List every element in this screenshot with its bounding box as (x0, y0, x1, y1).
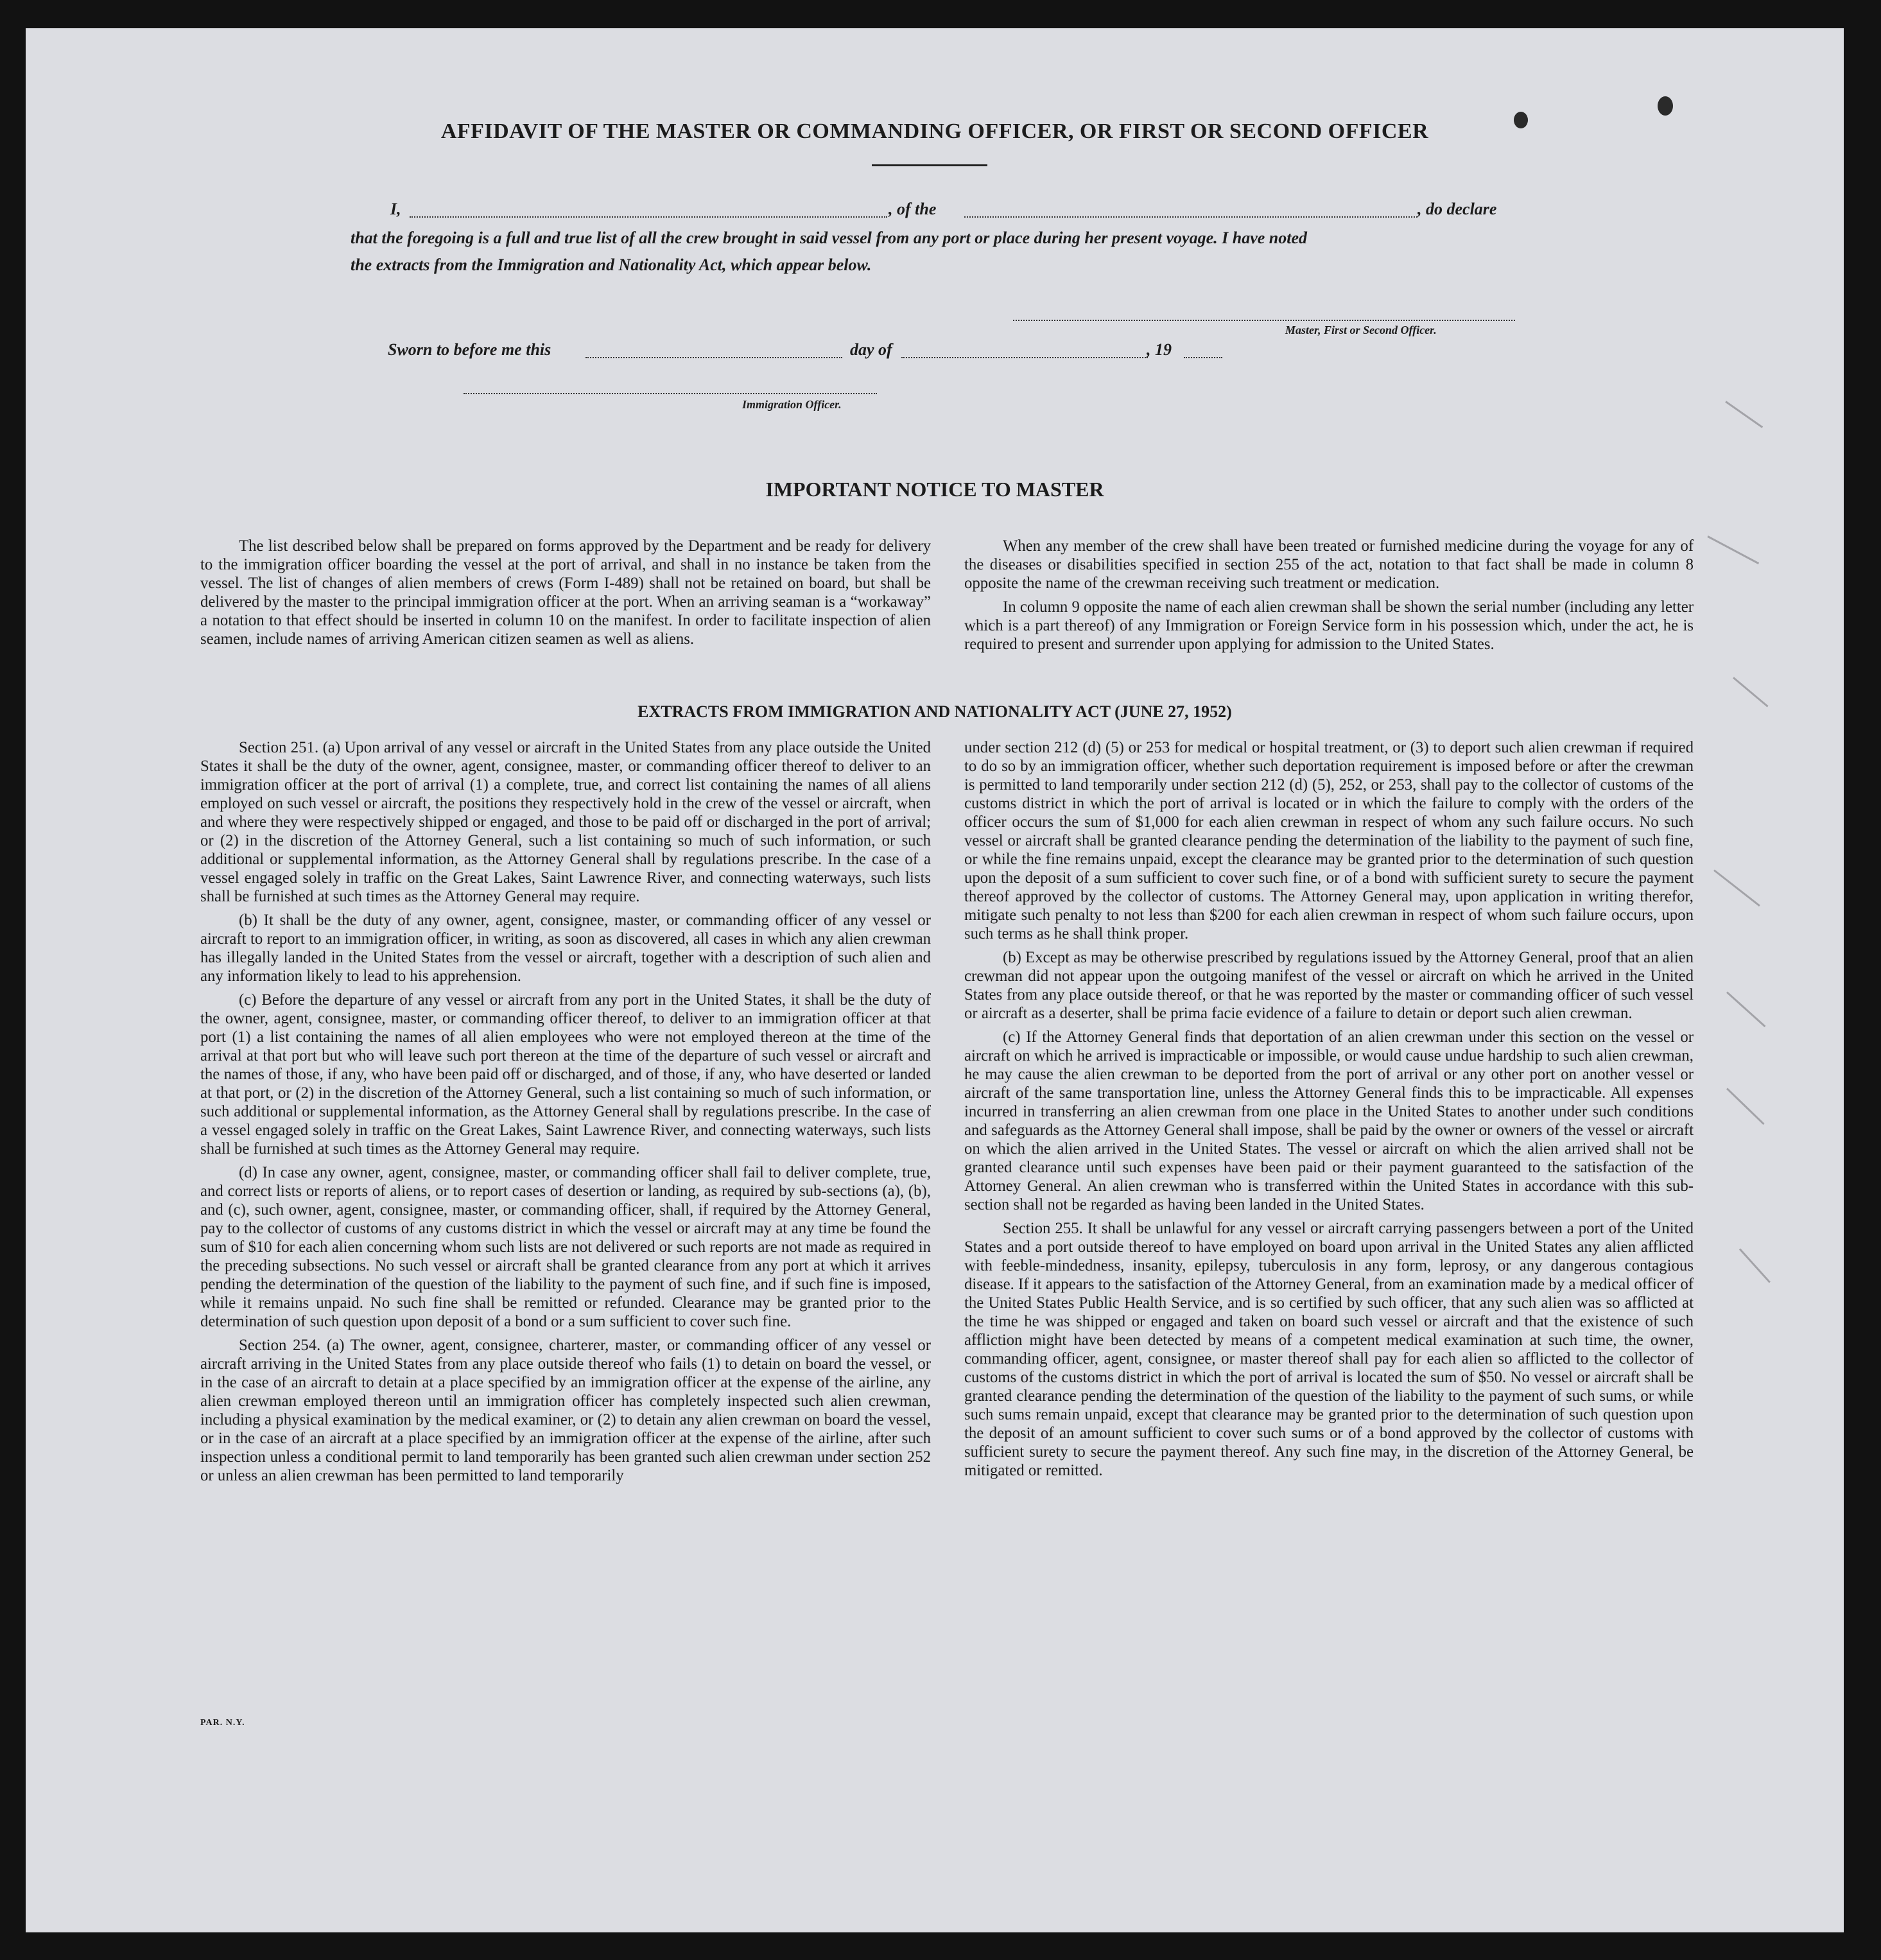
extract-paragraph: (c) If the Attorney General finds that deportation of an alien crewman under this section on the vessel or aircraft on which he arrived is impracticable or impossible, or would cause undue hardship to such alien crewman, he may cause the alien crewman to be deported from the port of arrival or any other port on another vessel or aircraft of the same transportation line, unless the Attorney General finds this to be impracticable. All expenses incurred in transferring an alien crewman from one place in the United States to another under such conditions and safeguards as the Attorney General shall impose, shall be paid by the owner or owners of the vessel or aircraft on which the alien arrived in the United States. The vessel or aircraft on which the alien arrived shall not be granted clearance until such expenses have been paid or their payment guaranteed to the satisfaction of the Attorney General. An alien crewman who is transferred within the United States in accordance with this sub-section shall not be regarded as having been landed in the United States. (964, 1028, 1694, 1213)
printer-mark: PAR. N.Y. (200, 1718, 245, 1728)
sworn-month-field[interactable] (901, 357, 1148, 358)
name-field[interactable] (410, 216, 887, 218)
officer-signature-caption: Immigration Officer. (742, 398, 842, 411)
notice-right-paragraph: When any member of the crew shall have been treated or furnished medicine during the voyage for any of the diseases or disabilities specified in section 255 of the act, notation to that fact shall be made in column 8 opposite the name of the crewman receiving such treatment or medication. (964, 537, 1694, 592)
declaration-row (390, 200, 1539, 223)
notice-left-column (200, 537, 931, 654)
scan-streak (1707, 535, 1759, 564)
extract-paragraph: Section 255. It shall be unlawful for any vessel or aircraft carrying passengers between a port of the United States and a port outside thereof to have employed on board upon arrival in the United States any alien afflicted with feeble-mindedness, insanity, epilepsy, tuberculosis in any form, leprosy, or any dangerous contagious disease. If it appears to the satisfaction of the Attorney General, from an examination made by a medical officer of the United States Public Health Service, and is so certified by such officer, that any such alien was so afflicted at the time he was shipped or engaged and taken on board such vessel or aircraft and that the existence of such affliction might have been detected by means of a competent medical examination at such time, the owner, commanding officer, agent, consignee, or master thereof shall pay for each alien so afflicted to the collector of customs of the customs district in which the port of arrival is located the sum of $50. No vessel or aircraft shall be granted clearance pending the determination of the question of the liability to the payment of such sums, or while such sums remain unpaid, except that clearance may be granted prior to the determination of such question upon the deposit of an amount sufficient to cover such sums or of a bond approved by the collector of customs with sufficient surety to secure the payment thereof. Any such fine may, in the discretion of the Attorney General, be mitigated or remitted. (964, 1220, 1694, 1479)
notice-heading: IMPORTANT NOTICE TO MASTER (765, 478, 1104, 501)
do-declare-label: , do declare (1417, 200, 1497, 218)
extract-paragraph: (d) In case any owner, agent, consignee, master, or commanding officer shall fail to deliver complete, true, and correct lists or reports of aliens, or to report cases of desertion or landing, as required by sub-sections (a), (b), and (c), such owner, agent, consignee, master, or commanding officer, shall, if required by the Attorney General, pay to the collector of customs of any customs district in which the vessel or aircraft may at any time be found the sum of $10 for each alien concerning whom such lists are not delivered or such reports are not made as required in the preceding subsections. No such vessel or aircraft shall be granted clearance from any port at which it arrives pending the determination of the question of the liability to the payment of such fine, and if such fine is imposed, while it remains unpaid. No such fine shall be remitted or refunded. Clearance may be granted prior to the determination of such question upon deposit of a bond or a sum sufficient to cover such fine. (200, 1164, 931, 1330)
ink-blot (1658, 96, 1673, 116)
extract-paragraph: (b) It shall be the duty of any owner, agent, consignee, master, or commanding officer of any vessel or aircraft to report to an immigration officer, in writing, as soon as discovered, all cases in which any alien crewman has illegally landed in the United States from the vessel or aircraft, together with a description of such alien and any information likely to lead to his apprehension. (200, 912, 931, 985)
of-the-label: , of the (888, 200, 937, 218)
sworn-prefix-label: Sworn to before me this (388, 340, 551, 359)
declare-i-label: I, (390, 200, 401, 218)
officer-signature-field[interactable] (464, 393, 877, 394)
extract-paragraph: Section 251. (a) Upon arrival of any vessel or aircraft in the United States from any place outside the United States it shall be the duty of the owner, agent, consignee, master, or commanding officer thereof to deliver to an immigration officer at the port of arrival (1) a complete, true, and correct list containing the names of all aliens employed on such vessel or aircraft, the positions they respectively hold in the crew of the vessel or aircraft, when and where they were respectively shipped or engaged, and those to be paid off or discharged in the port of arrival; or (2) in the discretion of the Attorney General, such a list containing so much of such information, or such additional or supplemental information, as the Attorney General shall by regulations prescribe. In the case of a vessel engaged solely in traffic on the Great Lakes, Saint Lawrence River, and connecting waterways, such lists shall be furnished at such times as the Attorney General may require. (200, 739, 931, 905)
sworn-day-of-label: day of (850, 340, 892, 359)
title-rule (872, 164, 987, 166)
extracts-right-column (964, 738, 1694, 1485)
notice-right-column (964, 537, 1694, 659)
declaration-text-2: the extracts from the Immigration and Nationality Act, which appear below. (351, 256, 872, 274)
scan-streak (1713, 869, 1760, 906)
sworn-year-label: , 19 (1147, 340, 1172, 359)
notice-left-paragraph: The list described below shall be prepared on forms approved by the Department and be ready for delivery to the immigration officer boarding the vessel at the port of arrival, and shall in no instance be taken from the vessel. The list of changes of alien members of crews (Form I-489) shall not be retained on board, but shall be delivered by the master to the principal immigration officer at the port. When an arriving seaman is a “workaway” a notation to that effect should be inserted in column 10 on the manifest. In order to facilitate inspection of alien seamen, include names of arriving American citizen seamen as well as aliens. (200, 537, 931, 648)
master-signature-field[interactable] (1013, 320, 1515, 321)
vessel-field[interactable] (964, 216, 1417, 218)
extracts-heading: EXTRACTS FROM IMMIGRATION AND NATIONALITY ACT (JUNE 27, 1952) (637, 702, 1232, 721)
extract-paragraph: under section 212 (d) (5) or 253 for medical or hospital treatment, or (3) to deport such alien crewman if required to do so by an immigration officer, whether such deportation requirement is imposed before or after the crewman is permitted to land temporarily under section 212 (d) (5), 252, or 253, shall pay to the collector of customs of the customs district in which the port of arrival is located or in which the failure to comply with the orders of the officer occurs the sum of $1,000 for each alien crewman in respect of whom any such failure occurs. No such vessel or aircraft shall be granted clearance pending the determination of the liability to the payment of such fine, or while the fine remains unpaid, except the clearance may be granted prior to the determination of such question upon the deposit of a sum sufficient to cover such fine, or of a bond with sufficient surety to secure the payment thereof approved by the collector of customs. The Attorney General may, upon application in writing therefor, mitigate such penalty to not less than $200 for each alien crewman in respect of whom such failure occurs, upon such terms as he shall think proper. (964, 739, 1694, 942)
scan-streak (1726, 1088, 1765, 1125)
affidavit-title: AFFIDAVIT OF THE MASTER OR COMMANDING OFFICER, OR FIRST OR SECOND OFFICER (440, 119, 1429, 143)
extract-paragraph: Section 254. (a) The owner, agent, consignee, charterer, master, or commanding officer of any vessel or aircraft arriving in the United States from any place outside thereof who fails (1) to detain on board the vessel, or in the case of an aircraft to detain at a place specified by an immigration officer at the expense of the airline, any alien crewman employed thereon until an immigration officer has completely inspected such alien crewman, including a physical examination by the medical examiner, or (2) to detain any alien crewman on board the vessel, or in the case of an aircraft at a place specified by an immigration officer at the expense of the airline, after such inspection unless a conditional permit to land temporarily has been granted such alien crewman under section 252 or unless an alien crewman has been permitted to land temporarily (200, 1337, 931, 1484)
scan-streak (1725, 401, 1763, 428)
extract-paragraph: (c) Before the departure of any vessel or aircraft from any port in the United States, it shall be the duty of the owner, agent, consignee, master, or commanding officer thereof, to deliver to an immigration officer at that port (1) a list containing the names of all alien employees who were not employed thereon at the time of the arrival at that port but who will leave such port thereon at the time of the departure of such vessel or aircraft and the names of those, if any, who have been paid off or discharged, and of those, if any, who have deserted or landed at that port, or (2) in the discretion of the Attorney General, such a list containing so much of such information, or such additional or supplemental information, as the Attorney General shall by regulations prescribe. In the case of a vessel engaged solely in traffic on the Great Lakes, Saint Lawrence River, and connecting waterways, such lists shall be furnished at such times as the Attorney General may require. (200, 991, 931, 1158)
sworn-day-field[interactable] (585, 357, 842, 358)
extract-paragraph: (b) Except as may be otherwise prescribed by regulations issued by the Attorney General, proof that an alien crewman did not appear upon the outgoing manifest of the vessel or aircraft on which he arrived in the United States from any place outside thereof, or that he was reported by the master or commanding officer of such vessel or aircraft as a deserter, shall be prima facie evidence of a failure to detain or deport such alien crewman. (964, 949, 1694, 1022)
sworn-year-field[interactable] (1184, 357, 1222, 358)
notice-right-paragraph: In column 9 opposite the name of each alien crewman shall be shown the serial number (including any letter which is a part thereof) of any Immigration or Foreign Service form in his possession which, under the act, he is required to present and surrender upon applying for admission to the United States. (964, 598, 1694, 653)
extracts-left-column (200, 738, 931, 1490)
scan-streak (1739, 1248, 1771, 1283)
declaration-text-1: that the foregoing is a full and true list of all the crew brought in said vessel from any port or place during her present voyage. I have noted (351, 229, 1308, 247)
form-page (26, 28, 1844, 1932)
sworn-row (388, 340, 1287, 363)
scan-streak (1726, 991, 1765, 1027)
master-signature-caption: Master, First or Second Officer. (1285, 324, 1437, 336)
